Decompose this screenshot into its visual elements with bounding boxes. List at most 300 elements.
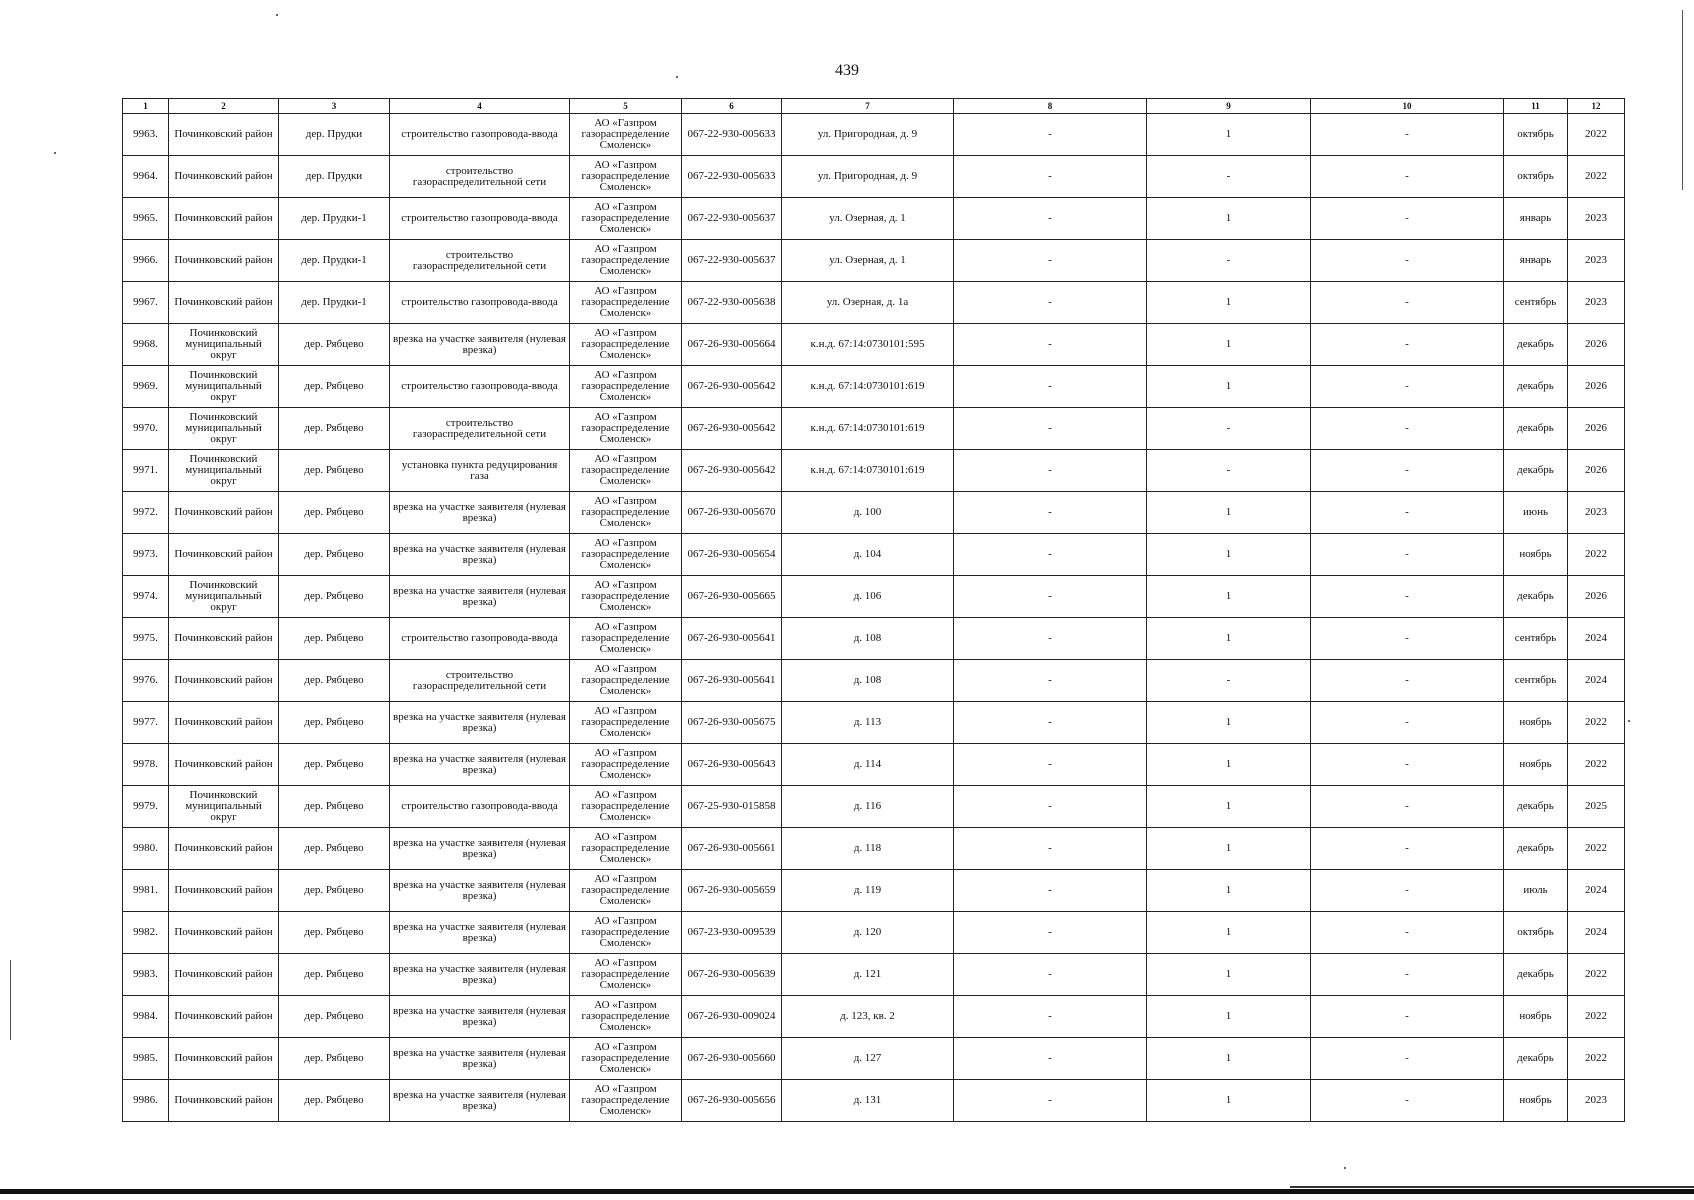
column-10-cell: - (1311, 870, 1504, 912)
column-8-cell: - (954, 870, 1147, 912)
year-cell: 2022 (1568, 1038, 1625, 1080)
row-number: 9963. (123, 114, 169, 156)
settlement-cell: дер. Прудки-1 (279, 240, 390, 282)
district-cell: Починковский район (169, 282, 279, 324)
district-cell: Починковский район (169, 156, 279, 198)
column-8-cell: - (954, 828, 1147, 870)
column-9-cell: 1 (1147, 618, 1311, 660)
column-10-cell: - (1311, 324, 1504, 366)
organization-cell: АО «Газпром газораспределение Смоленск» (570, 408, 682, 450)
row-number: 9980. (123, 828, 169, 870)
year-cell: 2025 (1568, 786, 1625, 828)
column-10-cell: - (1311, 282, 1504, 324)
table-row (123, 114, 1625, 156)
organization-cell: АО «Газпром газораспределение Смоленск» (570, 996, 682, 1038)
month-cell: ноябрь (1504, 702, 1568, 744)
row-number: 9967. (123, 282, 169, 324)
settlement-cell: дер. Рябцево (279, 1038, 390, 1080)
column-10-cell: - (1311, 786, 1504, 828)
year-cell: 2024 (1568, 870, 1625, 912)
organization-cell: АО «Газпром газораспределение Смоленск» (570, 870, 682, 912)
address-cell: к.н.д. 67:14:0730101:619 (782, 408, 954, 450)
scan-speck (1344, 1167, 1346, 1169)
column-number: 3 (279, 99, 390, 114)
column-10-cell: - (1311, 702, 1504, 744)
settlement-cell: дер. Рябцево (279, 786, 390, 828)
row-number: 9984. (123, 996, 169, 1038)
code-cell: 067-22-930-005633 (682, 114, 782, 156)
column-9-cell: 1 (1147, 702, 1311, 744)
row-number: 9965. (123, 198, 169, 240)
settlement-cell: дер. Рябцево (279, 996, 390, 1038)
column-10-cell: - (1311, 450, 1504, 492)
month-cell: октябрь (1504, 156, 1568, 198)
column-9-cell: 1 (1147, 828, 1311, 870)
column-10-cell: - (1311, 744, 1504, 786)
table-row (123, 1038, 1625, 1080)
code-cell: 067-26-930-005642 (682, 450, 782, 492)
column-8-cell: - (954, 408, 1147, 450)
code-cell: 067-26-930-005656 (682, 1080, 782, 1122)
column-9-cell: 1 (1147, 786, 1311, 828)
month-cell: ноябрь (1504, 744, 1568, 786)
district-cell: Починковский район (169, 870, 279, 912)
work-type-cell: врезка на участке заявителя (нулевая врезка) (390, 1038, 570, 1080)
address-cell: д. 121 (782, 954, 954, 996)
settlement-cell: дер. Рябцево (279, 702, 390, 744)
code-cell: 067-26-930-005670 (682, 492, 782, 534)
scan-margin-mark (10, 960, 11, 1040)
address-cell: ул. Озерная, д. 1а (782, 282, 954, 324)
year-cell: 2022 (1568, 954, 1625, 996)
year-cell: 2024 (1568, 618, 1625, 660)
column-number: 8 (954, 99, 1147, 114)
address-cell: ул. Озерная, д. 1 (782, 198, 954, 240)
year-cell: 2022 (1568, 828, 1625, 870)
year-cell: 2023 (1568, 492, 1625, 534)
month-cell: декабрь (1504, 366, 1568, 408)
column-8-cell: - (954, 618, 1147, 660)
column-10-cell: - (1311, 492, 1504, 534)
address-cell: д. 120 (782, 912, 954, 954)
work-type-cell: строительство газопровода-ввода (390, 282, 570, 324)
settlement-cell: дер. Рябцево (279, 1080, 390, 1122)
address-cell: к.н.д. 67:14:0730101:595 (782, 324, 954, 366)
settlement-cell: дер. Рябцево (279, 744, 390, 786)
district-cell: Починковский район (169, 114, 279, 156)
code-cell: 067-26-930-005675 (682, 702, 782, 744)
year-cell: 2026 (1568, 324, 1625, 366)
address-cell: д. 123, кв. 2 (782, 996, 954, 1038)
column-8-cell: - (954, 492, 1147, 534)
settlement-cell: дер. Прудки-1 (279, 198, 390, 240)
month-cell: октябрь (1504, 912, 1568, 954)
column-8-cell: - (954, 1080, 1147, 1122)
year-cell: 2022 (1568, 114, 1625, 156)
column-10-cell: - (1311, 240, 1504, 282)
organization-cell: АО «Газпром газораспределение Смоленск» (570, 282, 682, 324)
district-cell: Починковский район (169, 534, 279, 576)
table-row (123, 912, 1625, 954)
organization-cell: АО «Газпром газораспределение Смоленск» (570, 954, 682, 996)
district-cell: Починковский район (169, 702, 279, 744)
code-cell: 067-26-930-005661 (682, 828, 782, 870)
organization-cell: АО «Газпром газораспределение Смоленск» (570, 492, 682, 534)
address-cell: ул. Пригородная, д. 9 (782, 156, 954, 198)
organization-cell: АО «Газпром газораспределение Смоленск» (570, 702, 682, 744)
bottom-rule-thin (1290, 1186, 1694, 1188)
district-cell: Починковский район (169, 240, 279, 282)
column-10-cell: - (1311, 576, 1504, 618)
settlement-cell: дер. Рябцево (279, 576, 390, 618)
column-10-cell: - (1311, 1038, 1504, 1080)
month-cell: декабрь (1504, 786, 1568, 828)
bottom-rule (0, 1189, 1694, 1194)
month-cell: октябрь (1504, 114, 1568, 156)
settlement-cell: дер. Рябцево (279, 534, 390, 576)
row-number: 9985. (123, 1038, 169, 1080)
column-10-cell: - (1311, 198, 1504, 240)
address-cell: д. 127 (782, 1038, 954, 1080)
column-8-cell: - (954, 366, 1147, 408)
district-cell: Починковский муниципальный округ (169, 324, 279, 366)
table-row (123, 366, 1625, 408)
settlement-cell: дер. Рябцево (279, 912, 390, 954)
month-cell: декабрь (1504, 1038, 1568, 1080)
column-8-cell: - (954, 954, 1147, 996)
district-cell: Починковский муниципальный округ (169, 450, 279, 492)
work-type-cell: врезка на участке заявителя (нулевая врезка) (390, 912, 570, 954)
organization-cell: АО «Газпром газораспределение Смоленск» (570, 576, 682, 618)
code-cell: 067-26-930-005642 (682, 408, 782, 450)
code-cell: 067-22-930-005638 (682, 282, 782, 324)
organization-cell: АО «Газпром газораспределение Смоленск» (570, 366, 682, 408)
organization-cell: АО «Газпром газораспределение Смоленск» (570, 1080, 682, 1122)
column-number: 7 (782, 99, 954, 114)
table-row (123, 702, 1625, 744)
table-row (123, 744, 1625, 786)
settlement-cell: дер. Рябцево (279, 660, 390, 702)
year-cell: 2026 (1568, 366, 1625, 408)
column-8-cell: - (954, 576, 1147, 618)
work-type-cell: врезка на участке заявителя (нулевая врезка) (390, 996, 570, 1038)
organization-cell: АО «Газпром газораспределение Смоленск» (570, 240, 682, 282)
code-cell: 067-26-930-005665 (682, 576, 782, 618)
column-8-cell: - (954, 198, 1147, 240)
month-cell: ноябрь (1504, 1080, 1568, 1122)
row-number: 9979. (123, 786, 169, 828)
organization-cell: АО «Газпром газораспределение Смоленск» (570, 660, 682, 702)
row-number: 9973. (123, 534, 169, 576)
column-10-cell: - (1311, 660, 1504, 702)
row-number: 9975. (123, 618, 169, 660)
column-9-cell: 1 (1147, 198, 1311, 240)
month-cell: декабрь (1504, 954, 1568, 996)
month-cell: декабрь (1504, 408, 1568, 450)
column-8-cell: - (954, 156, 1147, 198)
code-cell: 067-26-930-005654 (682, 534, 782, 576)
district-cell: Починковский район (169, 1080, 279, 1122)
column-9-cell: - (1147, 450, 1311, 492)
row-number: 9977. (123, 702, 169, 744)
code-cell: 067-26-930-005639 (682, 954, 782, 996)
row-number: 9966. (123, 240, 169, 282)
month-cell: сентябрь (1504, 660, 1568, 702)
column-10-cell: - (1311, 366, 1504, 408)
table-row (123, 954, 1625, 996)
column-8-cell: - (954, 114, 1147, 156)
row-number: 9978. (123, 744, 169, 786)
settlement-cell: дер. Рябцево (279, 408, 390, 450)
month-cell: декабрь (1504, 324, 1568, 366)
column-number: 12 (1568, 99, 1625, 114)
address-cell: к.н.д. 67:14:0730101:619 (782, 366, 954, 408)
table-row (123, 828, 1625, 870)
year-cell: 2026 (1568, 576, 1625, 618)
code-cell: 067-22-930-005633 (682, 156, 782, 198)
year-cell: 2026 (1568, 450, 1625, 492)
column-10-cell: - (1311, 912, 1504, 954)
code-cell: 067-23-930-009539 (682, 912, 782, 954)
organization-cell: АО «Газпром газораспределение Смоленск» (570, 744, 682, 786)
column-9-cell: 1 (1147, 576, 1311, 618)
settlement-cell: дер. Прудки (279, 156, 390, 198)
address-cell: д. 119 (782, 870, 954, 912)
column-8-cell: - (954, 324, 1147, 366)
organization-cell: АО «Газпром газораспределение Смоленск» (570, 114, 682, 156)
column-number-row (123, 99, 1625, 114)
column-10-cell: - (1311, 618, 1504, 660)
column-10-cell: - (1311, 534, 1504, 576)
column-number: 9 (1147, 99, 1311, 114)
district-cell: Починковский муниципальный округ (169, 408, 279, 450)
district-cell: Починковский район (169, 996, 279, 1038)
organization-cell: АО «Газпром газораспределение Смоленск» (570, 1038, 682, 1080)
code-cell: 067-26-930-005664 (682, 324, 782, 366)
work-type-cell: врезка на участке заявителя (нулевая врезка) (390, 534, 570, 576)
settlement-cell: дер. Рябцево (279, 954, 390, 996)
district-cell: Починковский муниципальный округ (169, 366, 279, 408)
column-number: 11 (1504, 99, 1568, 114)
code-cell: 067-22-930-005637 (682, 240, 782, 282)
table-row (123, 660, 1625, 702)
table-row (123, 324, 1625, 366)
column-8-cell: - (954, 912, 1147, 954)
row-number: 9982. (123, 912, 169, 954)
organization-cell: АО «Газпром газораспределение Смоленск» (570, 450, 682, 492)
year-cell: 2022 (1568, 996, 1625, 1038)
code-cell: 067-25-930-015858 (682, 786, 782, 828)
month-cell: январь (1504, 198, 1568, 240)
district-cell: Починковский муниципальный округ (169, 786, 279, 828)
column-number: 5 (570, 99, 682, 114)
address-cell: д. 118 (782, 828, 954, 870)
organization-cell: АО «Газпром газораспределение Смоленск» (570, 198, 682, 240)
scan-speck (676, 76, 678, 78)
table-row (123, 240, 1625, 282)
settlement-cell: дер. Рябцево (279, 618, 390, 660)
column-10-cell: - (1311, 954, 1504, 996)
district-cell: Починковский муниципальный округ (169, 576, 279, 618)
column-9-cell: 1 (1147, 996, 1311, 1038)
column-number: 10 (1311, 99, 1504, 114)
column-8-cell: - (954, 786, 1147, 828)
column-9-cell: 1 (1147, 324, 1311, 366)
code-cell: 067-26-930-005643 (682, 744, 782, 786)
column-8-cell: - (954, 1038, 1147, 1080)
address-cell: д. 116 (782, 786, 954, 828)
address-cell: д. 104 (782, 534, 954, 576)
work-type-cell: врезка на участке заявителя (нулевая врезка) (390, 1080, 570, 1122)
address-cell: д. 131 (782, 1080, 954, 1122)
column-number: 6 (682, 99, 782, 114)
column-9-cell: 1 (1147, 492, 1311, 534)
organization-cell: АО «Газпром газораспределение Смоленск» (570, 324, 682, 366)
settlement-cell: дер. Рябцево (279, 450, 390, 492)
column-10-cell: - (1311, 996, 1504, 1038)
table-row (123, 198, 1625, 240)
column-8-cell: - (954, 660, 1147, 702)
table-row (123, 786, 1625, 828)
organization-cell: АО «Газпром газораспределение Смоленск» (570, 786, 682, 828)
district-cell: Починковский район (169, 198, 279, 240)
month-cell: декабрь (1504, 828, 1568, 870)
register-table (122, 98, 1625, 1122)
column-9-cell: 1 (1147, 912, 1311, 954)
organization-cell: АО «Газпром газораспределение Смоленск» (570, 156, 682, 198)
month-cell: ноябрь (1504, 534, 1568, 576)
district-cell: Починковский район (169, 618, 279, 660)
settlement-cell: дер. Прудки-1 (279, 282, 390, 324)
settlement-cell: дер. Прудки (279, 114, 390, 156)
column-10-cell: - (1311, 1080, 1504, 1122)
row-number: 9981. (123, 870, 169, 912)
table-row (123, 618, 1625, 660)
work-type-cell: врезка на участке заявителя (нулевая врезка) (390, 870, 570, 912)
column-9-cell: 1 (1147, 1080, 1311, 1122)
month-cell: январь (1504, 240, 1568, 282)
table-row (123, 492, 1625, 534)
work-type-cell: врезка на участке заявителя (нулевая врезка) (390, 702, 570, 744)
district-cell: Починковский район (169, 492, 279, 534)
column-8-cell: - (954, 702, 1147, 744)
month-cell: декабрь (1504, 576, 1568, 618)
district-cell: Починковский район (169, 660, 279, 702)
table-row (123, 576, 1625, 618)
column-8-cell: - (954, 240, 1147, 282)
page-number: 439 (835, 62, 859, 79)
address-cell: д. 108 (782, 660, 954, 702)
work-type-cell: строительство газораспределительной сети (390, 660, 570, 702)
work-type-cell: строительство газопровода-ввода (390, 786, 570, 828)
work-type-cell: строительство газораспределительной сети (390, 240, 570, 282)
year-cell: 2024 (1568, 912, 1625, 954)
district-cell: Починковский район (169, 828, 279, 870)
column-10-cell: - (1311, 156, 1504, 198)
year-cell: 2022 (1568, 744, 1625, 786)
row-number: 9970. (123, 408, 169, 450)
address-cell: д. 106 (782, 576, 954, 618)
column-10-cell: - (1311, 828, 1504, 870)
column-9-cell: 1 (1147, 1038, 1311, 1080)
column-9-cell: 1 (1147, 366, 1311, 408)
column-8-cell: - (954, 282, 1147, 324)
year-cell: 2023 (1568, 1080, 1625, 1122)
year-cell: 2024 (1568, 660, 1625, 702)
month-cell: июль (1504, 870, 1568, 912)
district-cell: Починковский район (169, 954, 279, 996)
column-8-cell: - (954, 450, 1147, 492)
row-number: 9964. (123, 156, 169, 198)
work-type-cell: строительство газопровода-ввода (390, 114, 570, 156)
column-number: 4 (390, 99, 570, 114)
code-cell: 067-26-930-005659 (682, 870, 782, 912)
work-type-cell: врезка на участке заявителя (нулевая врезка) (390, 744, 570, 786)
row-number: 9983. (123, 954, 169, 996)
year-cell: 2023 (1568, 240, 1625, 282)
column-9-cell: 1 (1147, 282, 1311, 324)
work-type-cell: строительство газораспределительной сети (390, 156, 570, 198)
year-cell: 2023 (1568, 198, 1625, 240)
row-number: 9969. (123, 366, 169, 408)
district-cell: Починковский район (169, 1038, 279, 1080)
settlement-cell: дер. Рябцево (279, 492, 390, 534)
column-10-cell: - (1311, 114, 1504, 156)
organization-cell: АО «Газпром газораспределение Смоленск» (570, 828, 682, 870)
column-9-cell: 1 (1147, 114, 1311, 156)
column-9-cell: 1 (1147, 744, 1311, 786)
settlement-cell: дер. Рябцево (279, 366, 390, 408)
work-type-cell: врезка на участке заявителя (нулевая врезка) (390, 492, 570, 534)
month-cell: декабрь (1504, 450, 1568, 492)
scan-speck (1628, 720, 1630, 722)
code-cell: 067-26-930-009024 (682, 996, 782, 1038)
row-number: 9972. (123, 492, 169, 534)
code-cell: 067-22-930-005637 (682, 198, 782, 240)
year-cell: 2022 (1568, 156, 1625, 198)
settlement-cell: дер. Рябцево (279, 324, 390, 366)
row-number: 9986. (123, 1080, 169, 1122)
district-cell: Починковский район (169, 912, 279, 954)
work-type-cell: установка пункта редуцирования газа (390, 450, 570, 492)
table-row (123, 534, 1625, 576)
month-cell: сентябрь (1504, 618, 1568, 660)
year-cell: 2022 (1568, 534, 1625, 576)
row-number: 9971. (123, 450, 169, 492)
scan-speck (54, 152, 56, 154)
table-row (123, 996, 1625, 1038)
address-cell: д. 108 (782, 618, 954, 660)
row-number: 9968. (123, 324, 169, 366)
table-row (123, 870, 1625, 912)
column-9-cell: 1 (1147, 954, 1311, 996)
column-9-cell: - (1147, 156, 1311, 198)
column-number: 2 (169, 99, 279, 114)
year-cell: 2022 (1568, 702, 1625, 744)
year-cell: 2023 (1568, 282, 1625, 324)
work-type-cell: строительство газопровода-ввода (390, 366, 570, 408)
scan-margin-mark (1682, 10, 1683, 190)
address-cell: к.н.д. 67:14:0730101:619 (782, 450, 954, 492)
month-cell: ноябрь (1504, 996, 1568, 1038)
work-type-cell: врезка на участке заявителя (нулевая врезка) (390, 954, 570, 996)
organization-cell: АО «Газпром газораспределение Смоленск» (570, 912, 682, 954)
settlement-cell: дер. Рябцево (279, 828, 390, 870)
district-cell: Починковский район (169, 744, 279, 786)
column-9-cell: - (1147, 240, 1311, 282)
column-8-cell: - (954, 996, 1147, 1038)
organization-cell: АО «Газпром газораспределение Смоленск» (570, 618, 682, 660)
